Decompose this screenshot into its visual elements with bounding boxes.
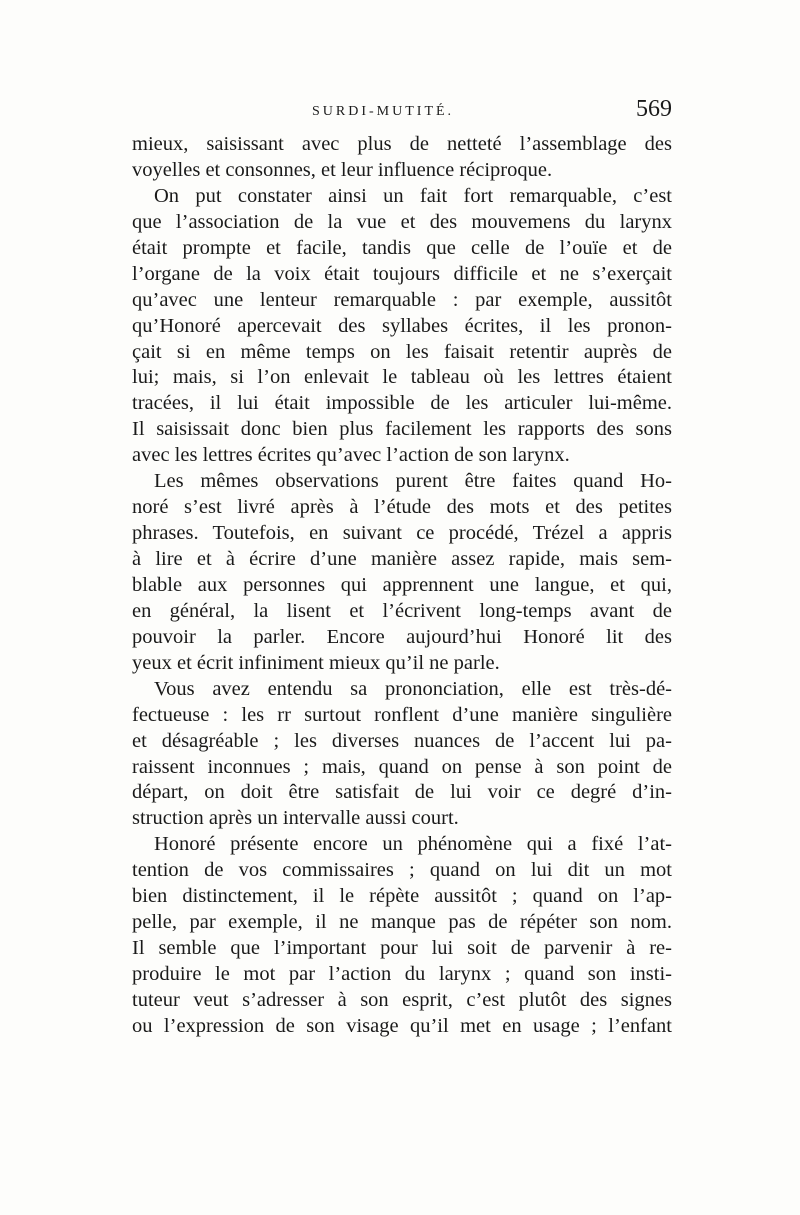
text-line: phrases. Toutefois, en suivant ce procédé, Trézel a appris [132,522,672,545]
text-line: produire le mot par l’action du larynx ; quand son insti- [132,963,672,985]
text-line: pouvoir la parler. Encore aujourd’hui Honoré lit des [132,625,672,648]
text-line: pelle, par exemple, il ne manque pas de répéter son nom. [132,911,672,934]
text-line: qu’Honoré apercevait des syllabes écrites, il les pronon- [132,314,672,337]
running-title: SURDI-MUTITÉ. [312,104,455,119]
text-line: Il saisissait donc bien plus facilement les rapports des sons [132,418,672,441]
text-line: à lire et à écrire d’une manière assez rapide, mais sem- [132,548,672,570]
text-line: lui; mais, si l’on enlevait le tableau où les lettres étaient [132,366,672,389]
text-line: yeux et écrit infiniment mieux qu’il ne parle. [132,651,500,674]
text-line: Les mêmes observations purent être faites quand Ho- [154,470,672,493]
text-line: tuteur veut s’adresser à son esprit, c’est plutôt des signes [132,988,672,1011]
text-line: voyelles et consonnes, et leur influence réciproque. [132,158,553,181]
text-line: Honoré présente encore un phénomène qui a fixé l’at- [154,833,672,856]
text-line: avec les lettres écrites qu’avec l’action de son larynx. [132,444,570,467]
text-line: en général, la lisent et l’écrivent long-temps avant de [132,599,672,622]
text-line: Il semble que l’important pour lui soit de parvenir à re- [132,937,672,960]
text-line: ou l’expression de son visage qu’il met en usage ; l’enfant [132,1014,672,1037]
text-line: struction après un intervalle aussi court. [132,807,459,830]
text-line: raissent inconnues ; mais, quand on pense à son point de [132,755,672,778]
text-line: mieux, saisissant avec plus de netteté l’assemblage des [132,133,672,155]
text-line: et désagréable ; les diverses nuances de l’accent lui pa- [132,729,672,752]
text-line: l’organe de la voix était toujours difficile et ne s’exerçait [132,262,672,285]
text-line: qu’avec une lenteur remarquable : par exemple, aussitôt [132,288,672,311]
text-line: On put constater ainsi un fait fort remarquable, c’est [154,184,672,207]
text-line: noré s’est livré après à l’étude des mots et des petites [132,496,672,519]
text-line: tracées, il lui était impossible de les articuler lui-même. [132,392,672,415]
text-line: bien distinctement, il le répète aussitôt ; quand on l’ap- [132,885,672,908]
text-line: était prompte et facile, tandis que celle de l’ouïe et de [132,236,672,259]
page-number: 569 [636,96,672,122]
text-line: çait si en même temps on les faisait retentir auprès de [132,340,672,363]
text-line: blable aux personnes qui apprennent une langue, et qui, [132,573,672,596]
text-line: départ, on doit être satisfait de lui voir ce degré d’in- [132,781,672,804]
text-line: que l’association de la vue et des mouvemens du larynx [132,210,672,233]
body-text [132,132,672,1040]
running-head [132,96,672,126]
text-line: fectueuse : les rr surtout ronflent d’une manière singulière [132,703,672,726]
text-line: Vous avez entendu sa prononciation, elle est très-dé- [154,677,672,700]
text-line: tention de vos commissaires ; quand on lui dit un mot [132,859,672,882]
